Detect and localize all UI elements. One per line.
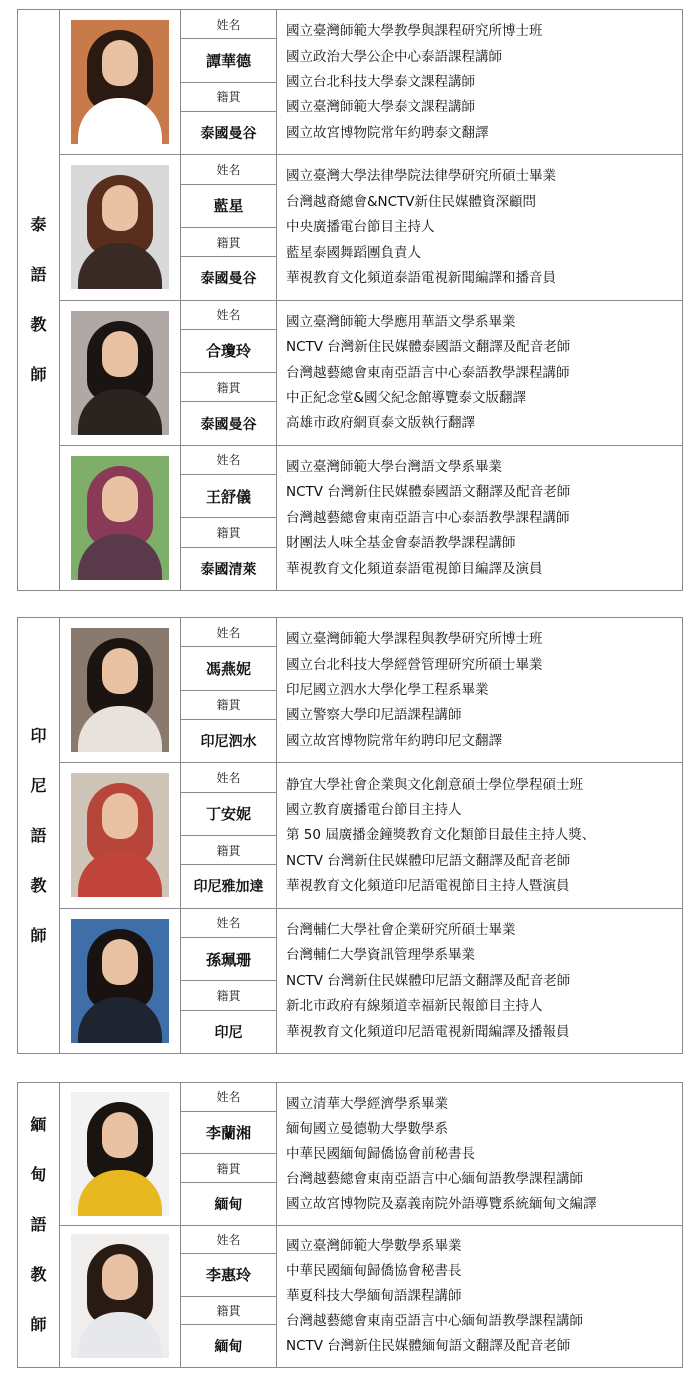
teacher-photo <box>71 456 169 580</box>
teacher-photo-cell <box>60 618 181 762</box>
origin-label: 籍貫 <box>181 228 276 257</box>
credential-line: 緬甸國立曼德勒大學數學系 <box>286 1120 448 1137</box>
credential-line: 國立臺灣大學法律學院法律學研究所碩士畢業 <box>286 168 556 185</box>
teacher-photo-cell <box>60 1226 181 1368</box>
teacher-name: 合瓊玲 <box>181 330 276 373</box>
teacher-photo <box>71 311 169 435</box>
origin-label: 籍貫 <box>181 1154 276 1183</box>
credential-line: 國立教育廣播電台節目主持人 <box>286 801 462 818</box>
credential-line: 台灣越藝總會東南亞語言中心緬甸語教學課程講師 <box>286 1313 583 1330</box>
teacher-name: 藍星 <box>181 185 276 228</box>
teacher-origin: 印尼泗水 <box>200 734 257 751</box>
credential-line: 台灣越藝總會東南亞語言中心緬甸語教學課程講師 <box>286 1170 583 1187</box>
origin-label: 籍貫 <box>181 83 276 112</box>
credential-line: NCTV 台灣新住民媒體緬甸語文翻譯及配音老師 <box>286 1338 571 1354</box>
name-label: 姓名 <box>181 301 276 330</box>
credential-line: 國立故宮博物院常年約聘泰文翻譯 <box>286 124 489 141</box>
credential-line: 國立故宮博物院及嘉義南院外語導覽系統緬甸文編譯 <box>286 1195 597 1212</box>
credential-line: 新北市政府有線頻道幸福新民報節目主持人 <box>286 998 543 1015</box>
teacher-credentials <box>277 909 682 1053</box>
credential-line: 國立臺灣師範大學課程與教學研究所博士班 <box>286 631 543 648</box>
section-title-char: 教 <box>30 315 47 334</box>
section-title <box>18 618 60 1053</box>
name-label: 姓名 <box>181 10 276 39</box>
teacher-photo <box>71 165 169 289</box>
credential-line: 國立臺灣師範大學應用華語文學系畢業 <box>286 313 516 330</box>
teacher-name: 譚華德 <box>181 39 276 82</box>
origin-label: 籍貫 <box>181 373 276 402</box>
credential-line: 國立警察大學印尼語課程講師 <box>286 707 462 724</box>
teacher-name: 李惠玲 <box>181 1254 276 1297</box>
section-title-char: 尼 <box>30 775 47 795</box>
teacher-credentials <box>277 1083 682 1225</box>
teacher-info <box>181 909 277 1053</box>
name-label: 姓名 <box>181 763 276 792</box>
teacher-row <box>60 446 682 590</box>
section-title-char: 緬 <box>30 1115 47 1134</box>
teacher-row <box>60 618 682 763</box>
credential-line: 中華民國緬甸歸僑協會前秘書長 <box>286 1145 475 1162</box>
teacher-origin: 印尼雅加達 <box>193 879 264 896</box>
teacher-photo-cell <box>60 10 181 154</box>
teacher-section <box>17 9 683 591</box>
credential-line: 國立政治大學公企中心泰語課程講師 <box>286 48 502 65</box>
name-label: 姓名 <box>181 446 276 475</box>
section-title-char: 甸 <box>30 1165 47 1184</box>
origin-label: 籍貫 <box>181 1297 276 1326</box>
credential-line: 中央廣播電台節目主持人 <box>286 219 435 236</box>
credential-line: 高雄市政府網頁泰文版執行翻譯 <box>286 415 475 432</box>
teacher-credentials <box>277 10 682 154</box>
teacher-origin: 泰國曼谷 <box>200 126 257 143</box>
teacher-section <box>17 617 683 1054</box>
teacher-section <box>17 1082 683 1368</box>
section-title-char: 教 <box>30 875 47 895</box>
name-label: 姓名 <box>181 1226 276 1255</box>
teacher-photo <box>71 20 169 144</box>
credential-line: 藍星泰國舞蹈團負責人 <box>286 244 421 261</box>
teacher-row <box>60 1226 682 1368</box>
credential-line: 華夏科技大學緬甸語課程講師 <box>286 1288 462 1305</box>
name-label: 姓名 <box>181 909 276 938</box>
teacher-credentials <box>277 301 682 445</box>
teacher-name: 丁安妮 <box>181 793 276 836</box>
credential-line: 國立臺灣師範大學數學系畢業 <box>286 1238 462 1255</box>
origin-label: 籍貫 <box>181 518 276 547</box>
teacher-photo <box>71 919 169 1043</box>
credential-line: 國立台北科技大學經營管理研究所碩士畢業 <box>286 656 543 673</box>
teacher-origin: 泰國曼谷 <box>200 416 257 433</box>
teacher-row <box>60 1083 682 1226</box>
credential-line: 國立清華大學經濟學系畢業 <box>286 1095 448 1112</box>
credential-line: NCTV 台灣新住民媒體印尼語文翻譯及配音老師 <box>286 972 571 989</box>
teacher-row <box>60 155 682 300</box>
teacher-info <box>181 301 277 445</box>
credential-line: 中華民國緬甸歸僑協會秘書長 <box>286 1263 462 1280</box>
section-title <box>18 10 60 590</box>
teacher-photo <box>71 1092 169 1216</box>
credential-line: 財團法人味全基金會泰語教學課程講師 <box>286 535 516 552</box>
section-title-char: 教 <box>30 1265 47 1284</box>
section-title-char: 語 <box>30 825 47 845</box>
credential-line: 台灣越裔總會&NCTV新住民媒體資深顧問 <box>286 193 537 210</box>
teacher-info <box>181 1083 277 1225</box>
credential-line: 華視教育文化頻道泰語電視節目編譯及演員 <box>286 560 543 577</box>
credential-line: 中正紀念堂&國父紀念館導覽泰文版翻譯 <box>286 389 527 406</box>
section-title-char: 師 <box>30 365 47 384</box>
name-label: 姓名 <box>181 618 276 647</box>
name-label: 姓名 <box>181 155 276 184</box>
section-title-char: 印 <box>30 725 47 745</box>
teacher-info <box>181 446 277 590</box>
section-title-char: 語 <box>30 265 47 284</box>
teacher-origin: 泰國曼谷 <box>200 271 257 288</box>
teacher-origin: 印尼 <box>214 1024 243 1041</box>
credential-line: 台灣越藝總會東南亞語言中心泰語教學課程講師 <box>286 509 570 526</box>
section-title-char: 語 <box>30 1215 47 1234</box>
credential-line: 第 50 屆廣播金鐘獎教育文化類節目最佳主持人獎、 <box>286 827 596 844</box>
credential-line: 國立臺灣師範大學教學與課程研究所博士班 <box>286 23 543 40</box>
credential-line: NCTV 台灣新住民媒體泰國語文翻譯及配音老師 <box>286 339 571 356</box>
teacher-photo <box>71 1234 169 1358</box>
teacher-row <box>60 763 682 908</box>
credential-line: 台灣輔仁大學社會企業研究所碩士畢業 <box>286 921 516 938</box>
teacher-row <box>60 10 682 155</box>
teacher-name: 李蘭湘 <box>181 1112 276 1155</box>
teacher-photo <box>71 628 169 752</box>
credential-line: 静宜大學社會企業與文化創意碩士學位學程碩士班 <box>286 776 583 793</box>
teacher-photo-cell <box>60 763 181 907</box>
section-title-char: 師 <box>30 925 47 945</box>
teacher-info <box>181 1226 277 1368</box>
teacher-row <box>60 301 682 446</box>
teacher-name: 王舒儀 <box>181 475 276 518</box>
teacher-origin: 緬甸 <box>214 1339 243 1356</box>
teacher-photo-cell <box>60 155 181 299</box>
teacher-photo-cell <box>60 301 181 445</box>
section-title-char: 師 <box>30 1315 47 1334</box>
origin-label: 籍貫 <box>181 836 276 865</box>
section-title <box>18 1083 60 1367</box>
teacher-origin: 泰國清萊 <box>200 561 257 578</box>
teacher-row <box>60 909 682 1053</box>
credential-line: 台灣輔仁大學資訊管理學系畢業 <box>286 947 475 964</box>
credential-line: NCTV 台灣新住民媒體泰國語文翻譯及配音老師 <box>286 484 571 501</box>
credential-line: 印尼國立泗水大學化學工程系畢業 <box>286 682 489 699</box>
teacher-credentials <box>277 1226 682 1368</box>
credential-line: 華視教育文化頻道印尼語電視新聞編譯及播報員 <box>286 1023 570 1040</box>
credential-line: 華視教育文化頻道泰語電視新聞編譯和播音員 <box>286 270 556 287</box>
teacher-origin: 緬甸 <box>214 1196 243 1213</box>
credential-line: NCTV 台灣新住民媒體印尼語文翻譯及配音老師 <box>286 852 571 869</box>
teacher-credentials <box>277 618 682 762</box>
teacher-name: 孫珮珊 <box>181 938 276 981</box>
teacher-info <box>181 763 277 907</box>
teacher-info <box>181 618 277 762</box>
teacher-info <box>181 10 277 154</box>
credential-line: 國立臺灣師範大學台灣語文學系畢業 <box>286 458 502 475</box>
teacher-credentials <box>277 155 682 299</box>
teacher-photo-cell <box>60 1083 181 1225</box>
teacher-photo-cell <box>60 909 181 1053</box>
origin-label: 籍貫 <box>181 981 276 1010</box>
credential-line: 國立台北科技大學泰文課程講師 <box>286 74 475 91</box>
teacher-credentials <box>277 446 682 590</box>
teacher-photo <box>71 773 169 897</box>
section-title-char: 泰 <box>30 215 47 234</box>
teacher-photo-cell <box>60 446 181 590</box>
credential-line: 台灣越藝總會東南亞語言中心泰語教學課程講師 <box>286 364 570 381</box>
credential-line: 國立故宮博物院常年約聘印尼文翻譯 <box>286 732 502 749</box>
origin-label: 籍貫 <box>181 691 276 720</box>
teacher-info <box>181 155 277 299</box>
teacher-name: 馮燕妮 <box>181 647 276 690</box>
name-label: 姓名 <box>181 1083 276 1112</box>
teacher-credentials <box>277 763 682 907</box>
credential-line: 華視教育文化頻道印尼語電視節目主持人暨演員 <box>286 878 570 895</box>
credential-line: 國立臺灣師範大學泰文課程講師 <box>286 99 475 116</box>
